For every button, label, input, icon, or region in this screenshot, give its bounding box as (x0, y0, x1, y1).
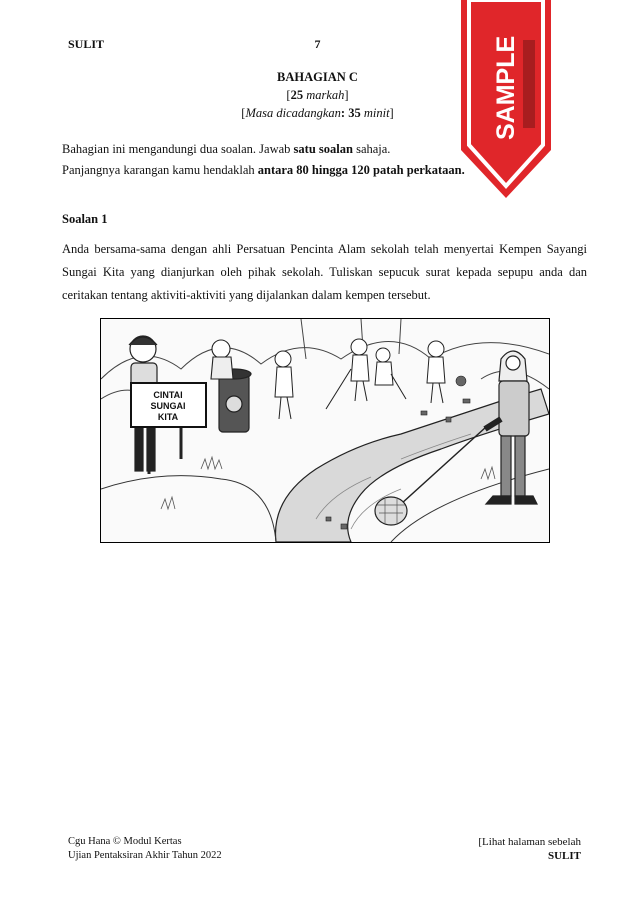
footer-left (68, 835, 222, 863)
footer-left-line-2: Ujian Pentaksiran Akhir Tahun 2022 (68, 850, 222, 861)
emphasis: satu soalan (293, 142, 353, 156)
question-text: Anda bersama-sama dengan ahli Persatuan Pencinta Alam sekolah telah menyertai Kempen Sayangi Sungai Kita yang dianjurkan oleh pihak sekolah. Tuliskan sepucuk surat kepada sepupu anda dan ceritakan tentang aktiviti-aktiviti yang dijalankan dalam kempen tersebut. (62, 242, 587, 302)
time-label: Masa dicadangkan (245, 106, 341, 120)
sample-watermark (461, 0, 551, 200)
footer-left-line-1: Cgu Hana © Modul Kertas (68, 836, 182, 847)
page-number: 7 (314, 37, 321, 51)
section-title: BAHAGIAN C (277, 70, 358, 84)
river-cleanup-illustration (100, 318, 550, 543)
illustration-drawing (101, 319, 549, 542)
emphasis: antara 80 hingga 120 patah perkataan. (257, 163, 465, 177)
header-sulit: SULIT (68, 37, 105, 51)
bracket: ] (389, 106, 394, 120)
sign-line-1: CINTAI (153, 390, 183, 400)
time-value: 35 (348, 106, 361, 120)
footer-right-line-2: SULIT (547, 850, 581, 862)
time-unit: minit (363, 106, 390, 120)
question-heading: Soalan 1 (62, 212, 108, 226)
question-body (62, 238, 587, 307)
sample-text: SAMPLE (492, 35, 520, 140)
text: Bahagian ini mengandungi dua soalan. Jawab (62, 142, 294, 156)
text: sahaja. (352, 142, 391, 156)
marks-value: 25 (290, 88, 304, 102)
bracket: [ (286, 88, 291, 102)
sample-ribbon-icon (461, 0, 551, 200)
bracket: [ (241, 106, 246, 120)
marks-word: markah (306, 88, 345, 102)
sign-line-3: KITA (157, 412, 179, 422)
bracket: ] (344, 88, 349, 102)
footer-right (478, 835, 581, 863)
time-colon: : (340, 106, 346, 120)
sign-line-2: SUNGAI (150, 401, 186, 411)
text: Panjangnya karangan kamu hendaklah (62, 163, 258, 177)
footer-right-line-1: [Lihat halaman sebelah (478, 836, 581, 848)
